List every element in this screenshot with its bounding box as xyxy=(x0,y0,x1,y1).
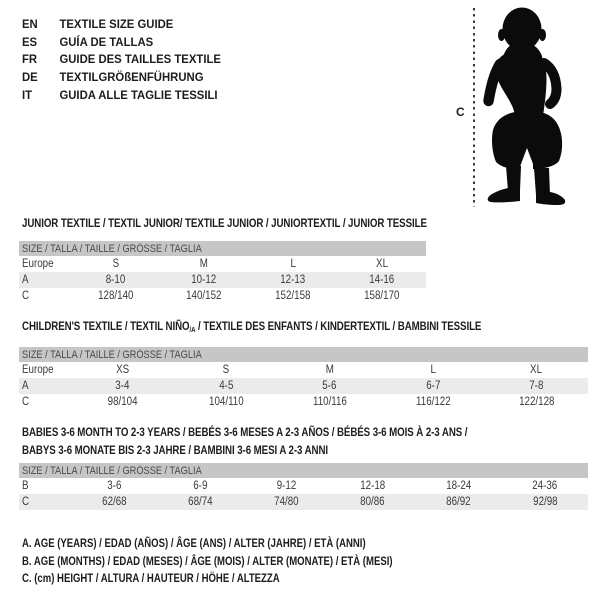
table-cell: 110/116 xyxy=(312,396,347,408)
language-code: EN xyxy=(22,16,38,31)
size-header-label: SIZE / TALLA / TAILLE / GRÖSSE / TAGLIA xyxy=(22,464,202,477)
table-cell: 104/110 xyxy=(208,396,244,408)
language-title: TEXTILE SIZE GUIDE xyxy=(59,16,174,31)
table-cell: 122/128 xyxy=(518,396,554,408)
table-cell: XS xyxy=(116,364,130,376)
table-cell: 74/80 xyxy=(274,496,299,508)
table-cell: 5-6 xyxy=(322,380,337,392)
toddler-silhouette xyxy=(480,4,568,206)
table-cell: 68/74 xyxy=(188,496,213,508)
table-cell: 4-5 xyxy=(219,380,234,392)
size-header-label: SIZE / TALLA / TAILLE / GRÖSSE / TAGLIA xyxy=(22,348,202,361)
babies-row-b xyxy=(19,478,588,494)
table-cell: S xyxy=(222,364,230,376)
children-section-title: CHILDREN'S TEXTILE / TEXTIL NIÑO/A / TEXTILE DES ENFANTS / KINDERTEXTIL / BAMBINI TESSILE xyxy=(22,319,482,334)
note-height-cm: C. (cm) HEIGHT / ALTURA / HAUTEUR / HÖHE / ALTEZZA xyxy=(22,571,280,585)
table-cell: L xyxy=(290,258,296,270)
row-label: Europe xyxy=(22,258,54,270)
table-cell: 3-6 xyxy=(107,480,122,492)
table-cell: 140/152 xyxy=(186,290,222,302)
table-cell: 86/92 xyxy=(446,496,471,508)
table-cell: 62/68 xyxy=(101,496,127,508)
table-cell: 6-7 xyxy=(425,380,440,392)
table-cell: S xyxy=(112,258,119,270)
table-cell: 80/86 xyxy=(360,496,385,508)
table-cell: 8-10 xyxy=(105,274,126,286)
table-cell: 128/140 xyxy=(97,290,134,302)
table-cell: XL xyxy=(530,364,543,376)
table-cell: 3-4 xyxy=(115,380,130,392)
children-row-c xyxy=(19,394,588,410)
babies-size-table xyxy=(19,463,588,510)
language-title-list xyxy=(22,15,229,103)
table-cell: 116/122 xyxy=(415,396,451,408)
junior-row-c xyxy=(19,288,426,304)
language-title: GUÍA DE TALLAS xyxy=(59,34,154,49)
row-label: C xyxy=(22,396,30,408)
table-cell: 24-36 xyxy=(532,480,558,492)
junior-row-a xyxy=(19,272,426,288)
language-row-es xyxy=(22,33,221,51)
height-dotted-line xyxy=(473,8,475,207)
table-cell: L xyxy=(430,364,436,376)
table-cell: 158/170 xyxy=(363,290,400,302)
language-row-en xyxy=(22,15,221,33)
language-code: DE xyxy=(22,69,38,84)
table-cell: M xyxy=(200,258,209,270)
table-cell: 7-8 xyxy=(529,380,544,392)
language-code: ES xyxy=(22,34,38,49)
row-label: A xyxy=(22,380,29,392)
table-cell: 12-18 xyxy=(360,480,386,492)
table-cell: 92/98 xyxy=(532,496,558,508)
height-measure-label: C xyxy=(456,105,465,119)
language-code: FR xyxy=(22,52,38,67)
row-label: A xyxy=(22,274,29,286)
table-cell: 9-12 xyxy=(276,480,297,492)
table-cell: XL xyxy=(375,258,388,270)
language-title: GUIDA ALLE TAGLIE TESSILI xyxy=(59,87,218,102)
language-title: GUIDE DES TAILLES TEXTILE xyxy=(59,52,221,67)
babies-row-c xyxy=(19,494,588,510)
note-age-months: B. AGE (MONTHS) / EDAD (MESES) / ÂGE (MOIS) / ALTER (MONATE) / ETÀ (MESI) xyxy=(22,554,393,568)
children-size-header-bar xyxy=(19,347,588,362)
junior-section-title: JUNIOR TEXTILE / TEXTIL JUNIOR/ TEXTILE JUNIOR / JUNIORTEXTIL / JUNIOR TESSILE xyxy=(22,216,427,230)
children-row-a xyxy=(19,378,588,394)
children-size-table xyxy=(19,347,588,410)
language-row-fr xyxy=(22,50,221,68)
table-cell: 98/104 xyxy=(107,396,138,408)
babies-size-header-bar xyxy=(19,463,588,478)
junior-size-table xyxy=(19,241,426,304)
table-cell: 14-16 xyxy=(369,274,395,286)
language-row-it xyxy=(22,86,221,104)
language-row-de xyxy=(22,68,221,86)
table-cell: M xyxy=(325,364,334,376)
size-header-label: SIZE / TALLA / TAILLE / GRÖSSE / TAGLIA xyxy=(22,242,202,255)
junior-row-europe xyxy=(19,256,426,272)
note-age-years: A. AGE (YEARS) / EDAD (AÑOS) / ÂGE (ANS) / ALTER (JAHRE) / ETÀ (ANNI) xyxy=(22,536,366,550)
table-cell: 152/158 xyxy=(275,290,311,302)
table-cell: 12-13 xyxy=(280,274,306,286)
language-code: IT xyxy=(22,87,33,102)
row-label: B xyxy=(22,480,29,492)
row-label: C xyxy=(22,290,30,302)
junior-size-header-bar xyxy=(19,241,426,256)
table-cell: 10-12 xyxy=(191,274,217,286)
language-title: TEXTILGRÖßENFÜHRUNG xyxy=(59,69,204,84)
babies-section-title: BABIES 3-6 MONTH TO 2-3 YEARS / BEBÉS 3-6 MESES A 2-3 AÑOS / BÉBÉS 3-6 MOIS À 2-3 ANS / BABYS 3-6 MONATE BIS 2-3 JAHRE / BAMBINI 3-6 MESI A 2-3 ANNI xyxy=(22,425,468,457)
nino-a-subscript: /A xyxy=(189,325,196,334)
table-cell: 18-24 xyxy=(446,480,472,492)
row-label: C xyxy=(22,496,30,508)
children-row-europe xyxy=(19,362,588,378)
table-cell: 6-9 xyxy=(193,480,208,492)
row-label: Europe xyxy=(22,364,54,376)
